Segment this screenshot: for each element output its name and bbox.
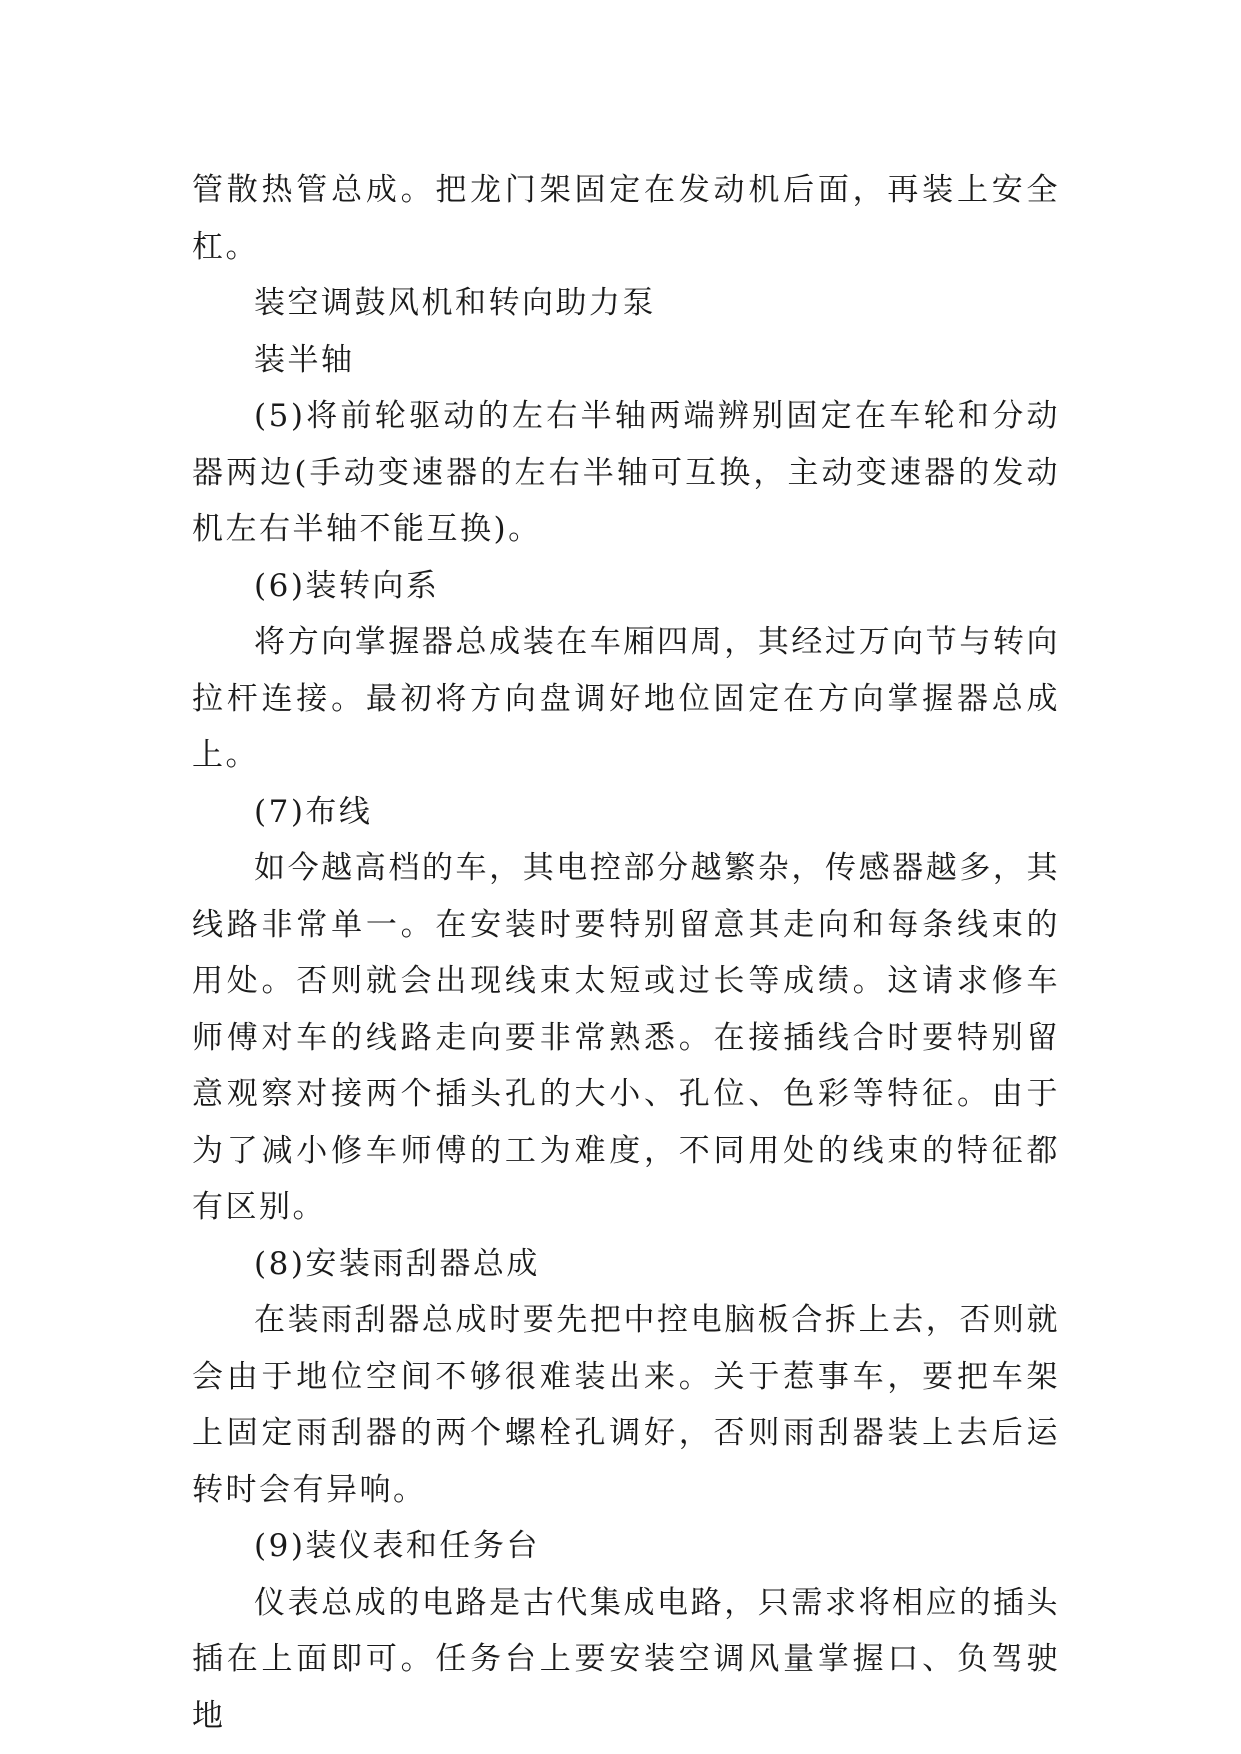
paragraph-4: (5)将前轮驱动的左右半轴两端辨别固定在车轮和分动器两边(手动变速器的左右半轴可互换，主动变速器的发动机左右半轴不能互换)。 (192, 398, 1060, 547)
paragraph-12: 仪表总成的电路是古代集成电路，只需求将相应的插头插在上面即可。任务台上要安装空调风量掌握口、负驾驶地 (192, 1584, 1060, 1734)
paragraph-11: (9)装仪表和任务台 (254, 1528, 540, 1564)
paragraph-7: (7)布线 (254, 793, 373, 830)
paragraph-1: 管散热管总成。把龙门架固定在发动机后面，再装上安全杠。 (192, 172, 1060, 265)
paragraph-3: 装半轴 (254, 341, 355, 378)
paragraph-5: (6)装转向系 (254, 567, 440, 604)
paragraph-9: (8)安装雨刮器总成 (254, 1245, 540, 1282)
document-body (192, 162, 1060, 1744)
paragraph-10: 在装雨刮器总成时要先把中控电脑板合拆上去，否则就会由于地位空间不够很难装出来。关于惹事车，要把车架上固定雨刮器的两个螺栓孔调好，否则雨刮器装上去后运转时会有异响。 (192, 1302, 1060, 1508)
paragraph-6: 将方向掌握器总成装在车厢四周，其经过万向节与转向拉杆连接。最初将方向盘调好地位固定在方向掌握器总成上。 (192, 624, 1060, 773)
paragraph-2: 装空调鼓风机和转向助力泵 (254, 285, 656, 321)
paragraph-8: 如今越高档的车，其电控部分越繁杂，传感器越多，其线路非常单一。在安装时要特别留意其走向和每条线束的用处。否则就会出现线束太短或过长等成绩。这请求修车师傅对车的线路走向要非常熟悉。在接插线合时要特别留意观察对接两个插头孔的大小、孔位、色彩等特征。由于为了减小修车师傅的工为难度，不同用处的线束的特征都有区别。 (192, 850, 1060, 1225)
